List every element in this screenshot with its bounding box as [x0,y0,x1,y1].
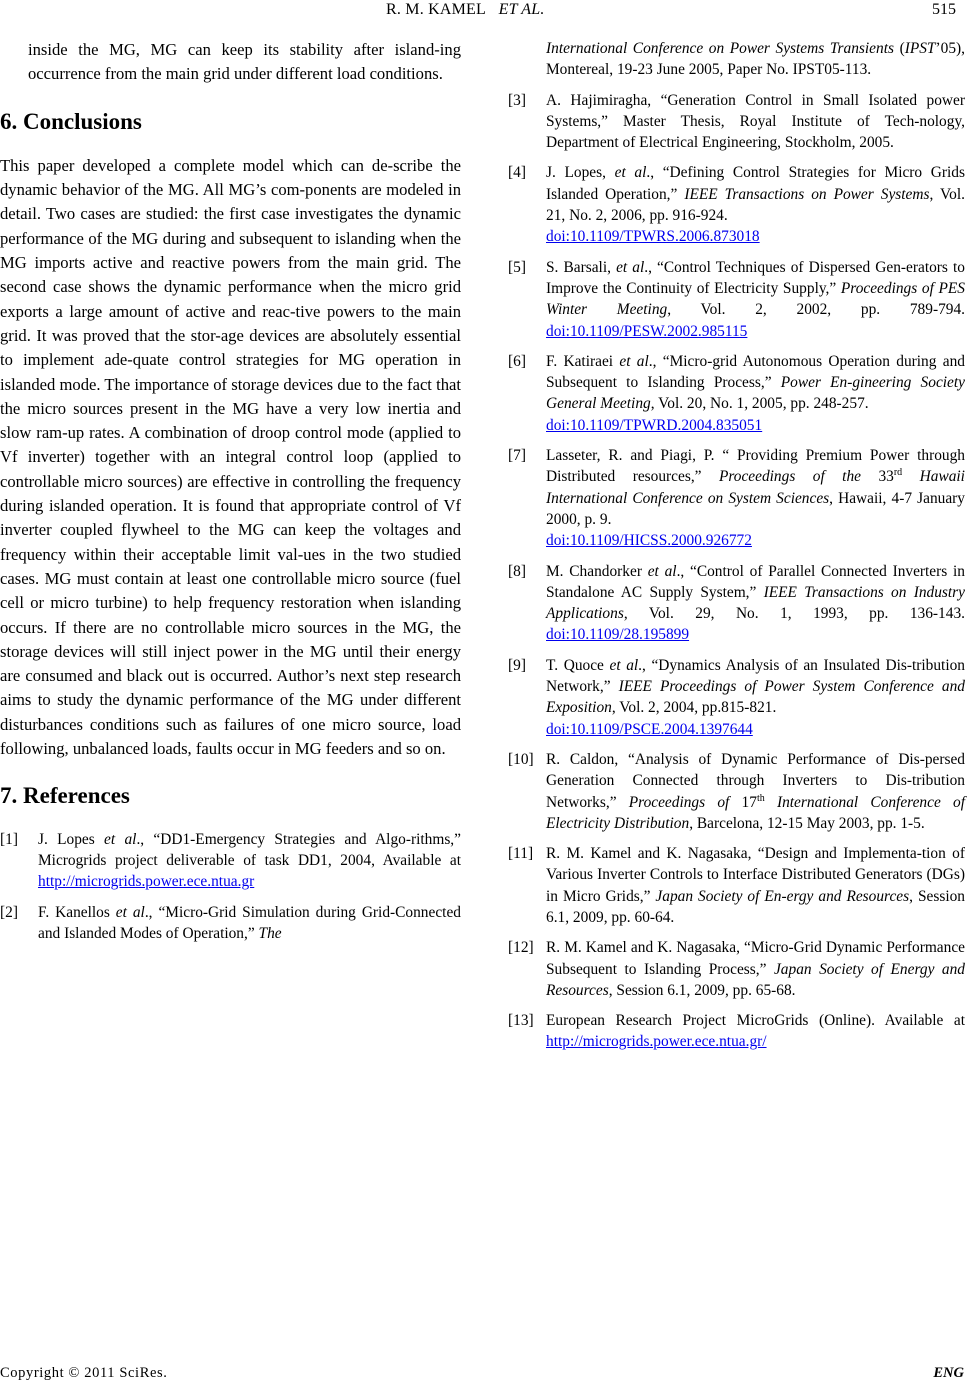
reference-text: R. M. Kamel and K. Nagasaka, “Design and Implementa-tion of Various Inverter Controls to Interface Distributed Generators (DGs) in Micro Grids,” Japan Society of En-ergy and Resources, Session 6.1, 2009, pp. 60-64. [546,845,965,926]
ordinal-suffix: rd [893,467,903,479]
reference-item [508,351,965,436]
reference-2-continued [508,38,965,81]
reference-number: [4] [508,164,526,182]
reference-venue: International Conference of Electricity Distribution [546,793,965,832]
right-column [508,38,965,1062]
reference-number: [8] [508,562,526,580]
et-al: et al [647,562,677,580]
reference-number: [7] [508,447,526,465]
reference-item [0,829,461,893]
reference-text: M. Chandorker et al., “Control of Parallel Connected Inverters in Standalone AC Supply System,” IEEE Transactions on Industry Applications, Vol. 29, No. 1, 1993, pp. 136-143. doi:10.1109/28.195899 [546,562,965,644]
copyright-notice: Copyright © 2011 SciRes. [0,1365,168,1381]
reference-text: T. Quoce et al., “Dynamics Analysis of an Insulated Dis-tribution Network,” IEEE Proceedings of Power System Conference and Exposition, Vol. 2, 2004, pp.815-821. doi:10.1109/PSCE.2004.1397644 [546,656,966,738]
reference-venue: The [258,924,282,942]
reference-venue: IEEE Transactions on Power Systems [684,185,930,203]
reference-link[interactable]: doi:10.1109/28.195899 [546,626,690,644]
reference-number: [1] [0,830,18,848]
reference-text: A. Hajimiragha, “Generation Control in Small Isolated power Systems,” Master Thesis, Royal Institute of Tech-nology, Department of Electrical Engineering, Stockholm, 2005. [546,91,965,152]
reference-text: J. Lopes et al., “DD1-Emergency Strategies and Algo-rithms,” Microgrids project deliverable of task DD1, 2004, Available at http://microgrids.power.ece.ntua.gr [38,830,461,891]
reference-link[interactable]: doi:10.1109/TPWRS.2006.873018 [546,228,760,246]
page-footer [0,1365,968,1385]
reference-venue: Hawaii International Conference on System Sciences [546,468,965,507]
reference-number: [12] [508,939,534,957]
reference-item [508,655,965,740]
reference-number: [3] [508,91,526,109]
journal-abbrev: ENG [933,1365,964,1381]
page-number: 515 [932,1,956,18]
reference-link[interactable]: http://microgrids.power.ece.ntua.gr [38,873,255,891]
reference-text: Lasseter, R. and Piagi, P. “ Providing Premium Power through Distributed resources,” Proceedings of the 33rd Hawaii International Conference on System Sciences, Hawaii, 4-7 January 2000, p. 9. doi:10.1109/HICSS.2000.926772 [546,447,966,550]
ordinal-suffix: th [756,792,765,804]
reference-number: [11] [508,845,534,863]
reference-item [0,902,461,945]
reference-number: [5] [508,258,526,276]
reference-venue: Power En-gineering Society General Meeting [546,374,965,413]
reference-number: [13] [508,1012,534,1030]
reference-item [508,561,965,646]
reference-item [508,445,965,551]
et-al: et al [115,903,145,921]
et-al: et al [619,352,649,370]
reference-venue: IEEE Proceedings of Power System Conference and Exposition [546,678,965,717]
reference-item [508,843,965,928]
reference-number: [6] [508,352,526,370]
reference-link[interactable]: doi:10.1109/PSCE.2004.1397644 [546,720,753,738]
et-al: et al [614,164,647,182]
references-heading: 7. References [0,783,130,809]
reference-number: [10] [508,750,534,768]
et-al: et al [609,656,639,674]
reference-text: F. Kanellos et al., “Micro-Grid Simulation during Grid-Connected and Islanded Modes of Operation,” The [38,903,461,942]
reference-venue: Proceedings of [628,793,730,811]
reference-link[interactable]: doi:10.1109/PESW.2002.985115 [546,322,748,340]
left-column [0,38,461,953]
reference-list-right [508,90,965,1053]
conclusions-paragraph: This paper developed a complete model which can de-scribe the dynamic behavior of the MG. All MG’s com-ponents are modeled in detail. Two cases are studied: the first case investigates the dynamic performance of the MG during and subsequent to islanding when the MG imports active and reactive powers from the main grid. The second case shows the dynamic performance when the micro grid exports a large amount of active and reac-tive powers to the main grid. It was proved that the stor-age devices are absolutely essential to implement ade-quate control strategies for MG operation in islanded mode. The importance of storage devices due to the fact that the micro sources present in the MG have a very low inertia and slow ram-up rates. A combination of droop control mode (applied to Vf inverter) together with an integral control loop (applied to controllable micro sources) are effective in controlling the frequency during islanded operation. It is found that appropriate control of Vf inverter coupled flywheel to the MG can keep the voltages and frequency within their acceptable limit val-ues in the two studied cases. MG must contain at least one controllable micro source (fuel cell or micro turbine) to help frequency restoration when islanding occurs. If there are no controllable micro sources in the MG, the storage devices will still inject power in the MG until their energy are consumed and black out is occurred. Author’s next step research aims to study the dynamic performance of the MG under different disturbances conditions such as failures of one micro source, load following, unbalanced loads, faults occur in MG feeders and so on. [0,155,461,759]
reference-text: F. Katiraei et al., “Micro-grid Autonomous Operation during and Subsequent to Islanding Process,” Power En-gineering Society General Meeting, Vol. 20, No. 1, 2005, pp. 248-257. doi:10.1109/TPWRD.2004.835051 [546,352,965,434]
reference-item [508,937,965,1001]
et-al: et al [616,258,645,276]
reference-venue: Japan Society of En-ergy and Resources [655,887,910,905]
reference-item [508,749,965,834]
et-al: et al [104,830,137,848]
reference-link[interactable]: doi:10.1109/HICSS.2000.926772 [546,532,752,550]
reference-venue: Proceedings of the [718,468,861,486]
reference-text: J. Lopes, et al., “Defining Control Strategies for Micro Grids Islanded Operation,” IEEE Transactions on Power Systems, Vol. 21, No. 2, 2006, pp. 916-924. doi:10.1109/TPWRS.2006.873018 [546,164,965,246]
reference-item [508,257,965,342]
reference-number: [2] [0,903,18,921]
intro-paragraph: inside the MG, MG can keep its stability after island-ing occurrence from the main grid under different load conditions. [28,40,461,84]
reference-item [508,1010,965,1053]
reference-text: R. M. Kamel and K. Nagasaka, “Micro-Grid Dynamic Performance Subsequent to Islanding Process,” Japan Society of Energy and Resources, Session 6.1, 2009, pp. 65-68. [546,939,965,999]
reference-list-left [0,829,461,944]
reference-2-venue: International Conference on Power Systems Transients (IPST’05), Montereal, 19-23 June 2005, Paper No. IPST05-113. [546,40,965,79]
reference-text: S. Barsali, et al., “Control Techniques of Dispersed Gen-erators to Improve the Continuity of Electricity Supply,” Proceedings of PES Winter Meeting, Vol. 2, 2002, pp. 789-794. doi:10.1109/PESW.2002.985115 [546,258,966,340]
reference-text: European Research Project MicroGrids (Online). Available at http://microgrids.power.ece.ntua.gr/ [546,1012,965,1051]
reference-number: [9] [508,656,526,674]
reference-item [508,90,965,154]
reference-item [508,162,965,247]
reference-venue: Japan Society of Energy and Resources [546,960,965,999]
reference-text: R. Caldon, “Analysis of Dynamic Performance of Dis-persed Generation Connected through Inverters to Dis-tribution Networks,” Proceedings of 17th International Conference of Electricity Distribution, Barcelona, 12-15 May 2003, pp. 1-5. [546,750,965,832]
conclusions-heading: 6. Conclusions [0,108,142,134]
page-header [0,0,968,22]
reference-venue: Proceedings of PES Winter Meeting [546,279,965,319]
reference-link[interactable]: doi:10.1109/TPWRD.2004.835051 [546,416,763,434]
reference-link[interactable]: http://microgrids.power.ece.ntua.gr/ [546,1033,767,1051]
reference-venue: IEEE Transactions on Industry Applications [546,583,965,623]
running-title: R. M. KAMEL ET AL. [386,1,545,18]
